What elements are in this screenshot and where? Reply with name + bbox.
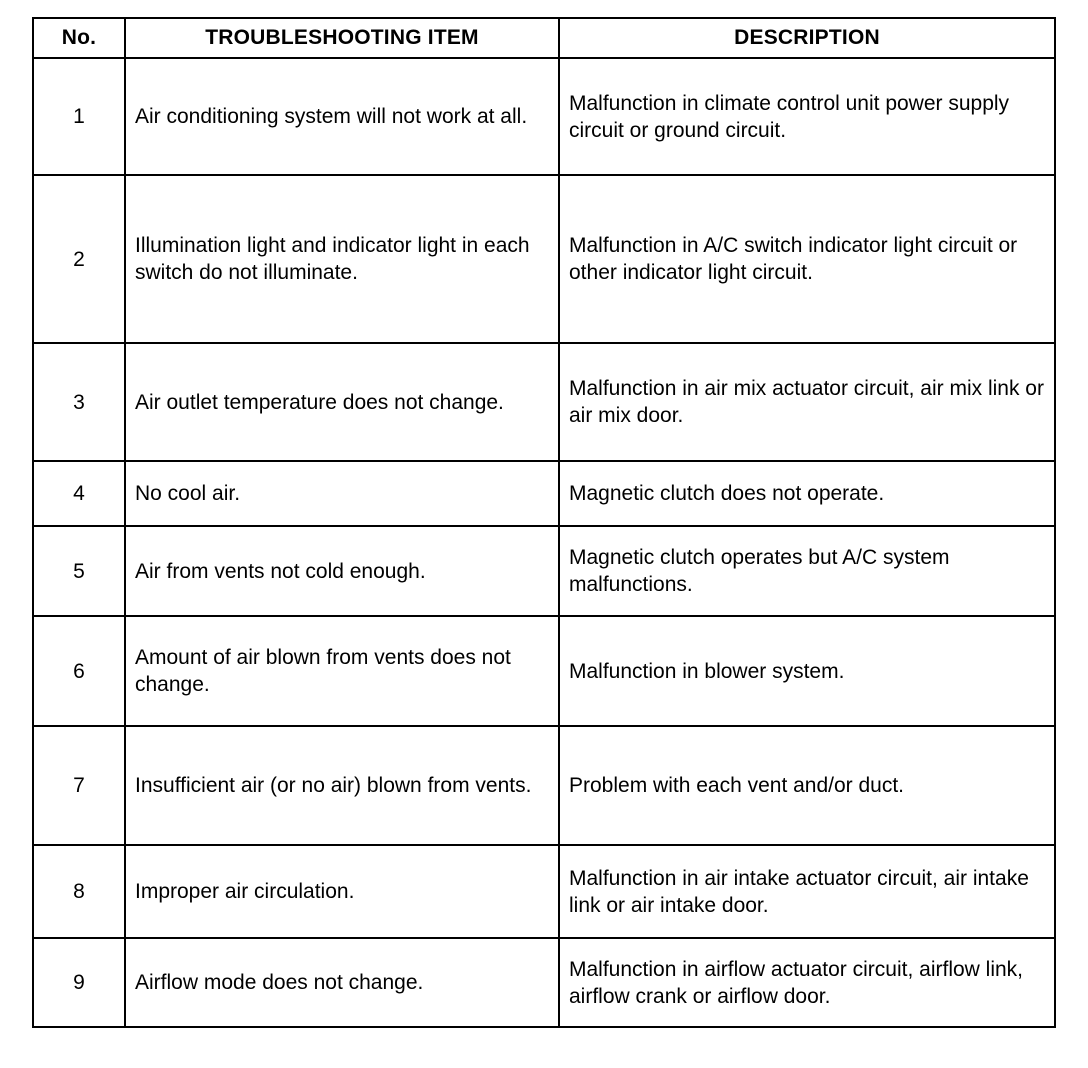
troubleshooting-table xyxy=(32,17,1056,1028)
troubleshooting-item: Improper air circulation. xyxy=(125,845,559,938)
description: Magnetic clutch operates but A/C system malfunctions. xyxy=(559,526,1055,616)
header-troubleshooting-item: TROUBLESHOOTING ITEM xyxy=(125,18,559,58)
troubleshooting-item: Illumination light and indicator light in each switch do not illuminate. xyxy=(125,175,559,343)
description: Magnetic clutch does not operate. xyxy=(559,461,1055,526)
row-number: 7 xyxy=(33,726,125,845)
table-row xyxy=(33,58,1055,175)
row-number: 8 xyxy=(33,845,125,938)
troubleshooting-item: Amount of air blown from vents does not change. xyxy=(125,616,559,726)
row-number: 2 xyxy=(33,175,125,343)
table-row xyxy=(33,343,1055,461)
table-row xyxy=(33,845,1055,938)
description: Problem with each vent and/or duct. xyxy=(559,726,1055,845)
row-number: 9 xyxy=(33,938,125,1027)
header-no: No. xyxy=(33,18,125,58)
troubleshooting-item: Air from vents not cold enough. xyxy=(125,526,559,616)
table-row xyxy=(33,461,1055,526)
table-row xyxy=(33,526,1055,616)
troubleshooting-item: Air conditioning system will not work at all. xyxy=(125,58,559,175)
header-row xyxy=(33,18,1055,58)
row-number: 4 xyxy=(33,461,125,526)
row-number: 5 xyxy=(33,526,125,616)
description: Malfunction in air intake actuator circuit, air intake link or air intake door. xyxy=(559,845,1055,938)
description: Malfunction in blower system. xyxy=(559,616,1055,726)
table-row xyxy=(33,616,1055,726)
troubleshooting-item: No cool air. xyxy=(125,461,559,526)
description: Malfunction in airflow actuator circuit, airflow link, airflow crank or airflow door. xyxy=(559,938,1055,1027)
row-number: 3 xyxy=(33,343,125,461)
description: Malfunction in air mix actuator circuit, air mix link or air mix door. xyxy=(559,343,1055,461)
header-description: DESCRIPTION xyxy=(559,18,1055,58)
description: Malfunction in climate control unit power supply circuit or ground circuit. xyxy=(559,58,1055,175)
table-row xyxy=(33,175,1055,343)
troubleshooting-item: Insufficient air (or no air) blown from vents. xyxy=(125,726,559,845)
row-number: 1 xyxy=(33,58,125,175)
troubleshooting-item: Air outlet temperature does not change. xyxy=(125,343,559,461)
table-row xyxy=(33,726,1055,845)
description: Malfunction in A/C switch indicator light circuit or other indicator light circuit. xyxy=(559,175,1055,343)
troubleshooting-item: Airflow mode does not change. xyxy=(125,938,559,1027)
row-number: 6 xyxy=(33,616,125,726)
table-row xyxy=(33,938,1055,1027)
